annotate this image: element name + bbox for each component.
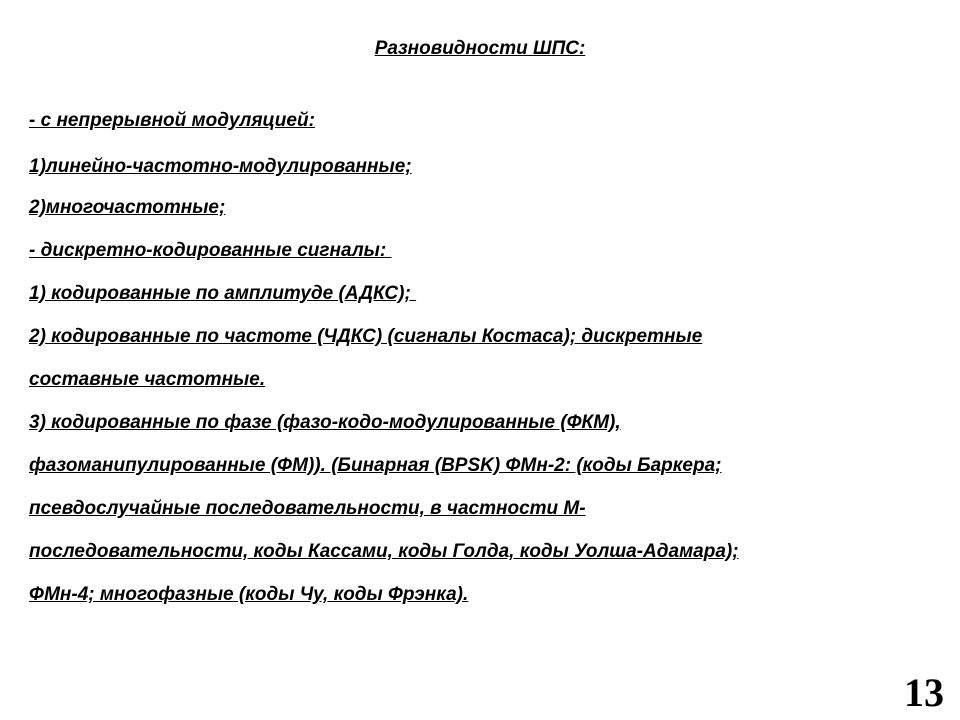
text-line-4: - дискретно-кодированные сигналы:	[29, 240, 392, 261]
text-line-2: 1)линейно-частотно-модулированные;	[29, 156, 412, 177]
slide-title: Разновидности ШПС:	[374, 38, 586, 59]
text-line-1: - с непрерывной модуляцией:	[29, 110, 315, 131]
page-number: 13	[904, 670, 944, 715]
text-line-12: ФМн-4; многофазные (коды Чу, коды Фрэнка).	[29, 584, 469, 605]
text-line-11: последовательности, коды Кассами, коды Голда, коды Уолша-Адамара);	[29, 541, 739, 562]
text-line-3: 2)многочастотные;	[29, 197, 226, 218]
text-line-9: фазоманипулированные (ФМ)). (Бинарная (BPSK) ФМн-2: (коды Баркера;	[29, 455, 722, 476]
text-line-10: псевдослучайные последовательности, в частности М-	[29, 498, 586, 519]
text-line-7: составные частотные.	[29, 369, 266, 390]
text-line-6: 2) кодированные по частоте (ЧДКС) (сигналы Костаса); дискретные	[29, 326, 703, 347]
text-line-8: 3) кодированные по фазе (фазо-кодо-модулированные (ФКМ),	[29, 412, 621, 433]
text-line-5: 1) кодированные по амплитуде (АДКС);	[29, 283, 417, 304]
